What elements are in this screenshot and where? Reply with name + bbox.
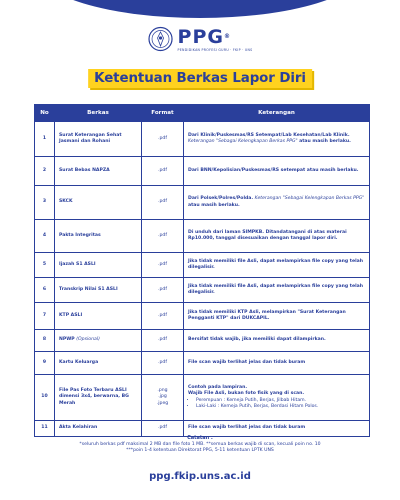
website-url[interactable]: ppg.fkip.uns.ac.id bbox=[149, 471, 251, 482]
row-berkas: Pakta Integritas bbox=[55, 220, 142, 253]
notes-line: ***poin 1-4 ketentuan Direktorat PPG, 5-11 ketentuan LPTK UNS bbox=[126, 448, 274, 454]
logo-ppg-text: PPG® bbox=[177, 25, 231, 48]
row-keterangan: Dari BNN/Kepolisian/Puskesmas/RS setempat atau masih berlaku. bbox=[184, 157, 370, 186]
header-no: No bbox=[35, 105, 55, 122]
row-no: 8 bbox=[35, 330, 55, 352]
header-berkas: Berkas bbox=[55, 105, 142, 122]
row-berkas: Kartu Keluarga bbox=[55, 352, 142, 375]
row-berkas: Ijazah S1 ASLI bbox=[55, 253, 142, 278]
table-row bbox=[35, 330, 370, 352]
row-format: .pdf bbox=[142, 352, 184, 375]
row-no: 2 bbox=[35, 157, 55, 186]
row-keterangan: Jika tidak memiliki file Asli, dapat melampirkan file copy yang telah dilegalisir. bbox=[184, 278, 370, 303]
row-format: .pdf bbox=[142, 303, 184, 330]
row-keterangan: File scan wajib terlihat jelas dan tidak buram bbox=[184, 352, 370, 375]
row-keterangan: Jika tidak memiliki file Asli, dapat melampirkan file copy yang telah dilegalisir. bbox=[184, 253, 370, 278]
row-no: 7 bbox=[35, 303, 55, 330]
header-keterangan: Keterangan bbox=[184, 105, 370, 122]
row-berkas: Transkrip Nilai S1 ASLI bbox=[55, 278, 142, 303]
ppg-logo bbox=[148, 26, 253, 52]
row-keterangan: Bersifat tidak wajib, jika memiliki dapat dilampirkan. bbox=[184, 330, 370, 352]
top-banner-arc bbox=[35, 0, 365, 18]
row-berkas: KTP ASLI bbox=[55, 303, 142, 330]
header-format: Format bbox=[142, 105, 184, 122]
logo-subtitle: PENDIDIKAN PROFESI GURU · FKIP · UNS bbox=[177, 47, 253, 52]
row-berkas: Surat Keterangan Sehat Jasmani dan Rohani bbox=[55, 122, 142, 157]
row-no: 5 bbox=[35, 253, 55, 278]
row-keterangan: Dari Polsek/Polres/Polda. Keterangan "Sebagai Kelengkapan Berkas PPG" atau masih berlaku. bbox=[184, 186, 370, 220]
row-berkas: File Pas Foto Terbaru ASLI dimensi 3x4, berwarna, BG Merah bbox=[55, 375, 142, 421]
table-row bbox=[35, 186, 370, 220]
table-row bbox=[35, 303, 370, 330]
row-format: .pdf bbox=[142, 186, 184, 220]
notes-line: *seluruh berkas pdf maksimal 2 MB dan file foto 1 MB. **semua berkas wajib di scan, kecuali poin no. 10 bbox=[79, 441, 321, 447]
table-row bbox=[35, 253, 370, 278]
list-item: • Perempuan : Kemeja Putih, Berjas, Jilbab Hitam. bbox=[196, 398, 365, 404]
row-no: 6 bbox=[35, 278, 55, 303]
table-row bbox=[35, 375, 370, 421]
title-banner bbox=[88, 69, 312, 88]
row-format: .pdf bbox=[142, 253, 184, 278]
row-format: .pdf bbox=[142, 330, 184, 352]
row-keterangan: Di unduh dari laman SIMPKB. Ditandatangani di atas materai Rp10.000, tanggal disesuaikan dengan tanggal lapor diri. bbox=[184, 220, 370, 253]
row-no: 9 bbox=[35, 352, 55, 375]
row-no: 1 bbox=[35, 122, 55, 157]
row-no: 10 bbox=[35, 375, 55, 421]
row-no: 3 bbox=[35, 186, 55, 220]
table-row bbox=[35, 352, 370, 375]
table-row bbox=[35, 220, 370, 253]
row-format: .pdf bbox=[142, 157, 184, 186]
table-row bbox=[35, 122, 370, 157]
row-keterangan: Jika tidak memiliki KTP Asli, melampirkan "Surat Keterangan Pengganti KTP" dari DUKCAPIL. bbox=[184, 303, 370, 330]
uns-emblem-icon bbox=[148, 26, 174, 52]
row-no: 11 bbox=[35, 421, 55, 437]
row-berkas: SKCK bbox=[55, 186, 142, 220]
row-keterangan: File scan wajib terlihat jelas dan tidak buram bbox=[184, 421, 370, 437]
row-format: .pdf bbox=[142, 278, 184, 303]
page-title: Ketentuan Berkas Lapor Diri bbox=[94, 71, 306, 86]
list-item: • Laki-Laki : Kemeja Putih, Berjas, Berdasi Hitam Polos. bbox=[196, 404, 365, 410]
berkas-table bbox=[34, 104, 370, 437]
row-berkas: Surat Bebas NAPZA bbox=[55, 157, 142, 186]
row-format: .pdf bbox=[142, 421, 184, 437]
row-format: .pdf bbox=[142, 122, 184, 157]
row-no: 4 bbox=[35, 220, 55, 253]
notes-heading: Catatan : bbox=[187, 435, 213, 441]
row-berkas: Akta Kelahiran bbox=[55, 421, 142, 437]
row-berkas: NPWP (Opsional) bbox=[55, 330, 142, 352]
row-format: .pdf bbox=[142, 220, 184, 253]
table-row bbox=[35, 278, 370, 303]
row-format: .png .jpg .jpeg bbox=[142, 375, 184, 421]
table-header-row bbox=[35, 105, 370, 122]
row-keterangan: Dari Klinik/Puskesmas/RS Setempat/Lab Kesehatan/Lab Klinik. Keterangan "Sebagai Kelengkapan Berkas PPG" atau masih berlaku. bbox=[184, 122, 370, 157]
table-row bbox=[35, 157, 370, 186]
row-keterangan: Contoh pada lampiran. Wajib File Asli, bukan foto fisik yang di scan. • Perempuan : Kemeja Putih, Berjas, Jilbab Hitam. • Laki-Laki : Kemeja Putih, Berjas, Berdasi Hitam Polos. bbox=[184, 375, 370, 421]
notes-section bbox=[20, 435, 380, 455]
